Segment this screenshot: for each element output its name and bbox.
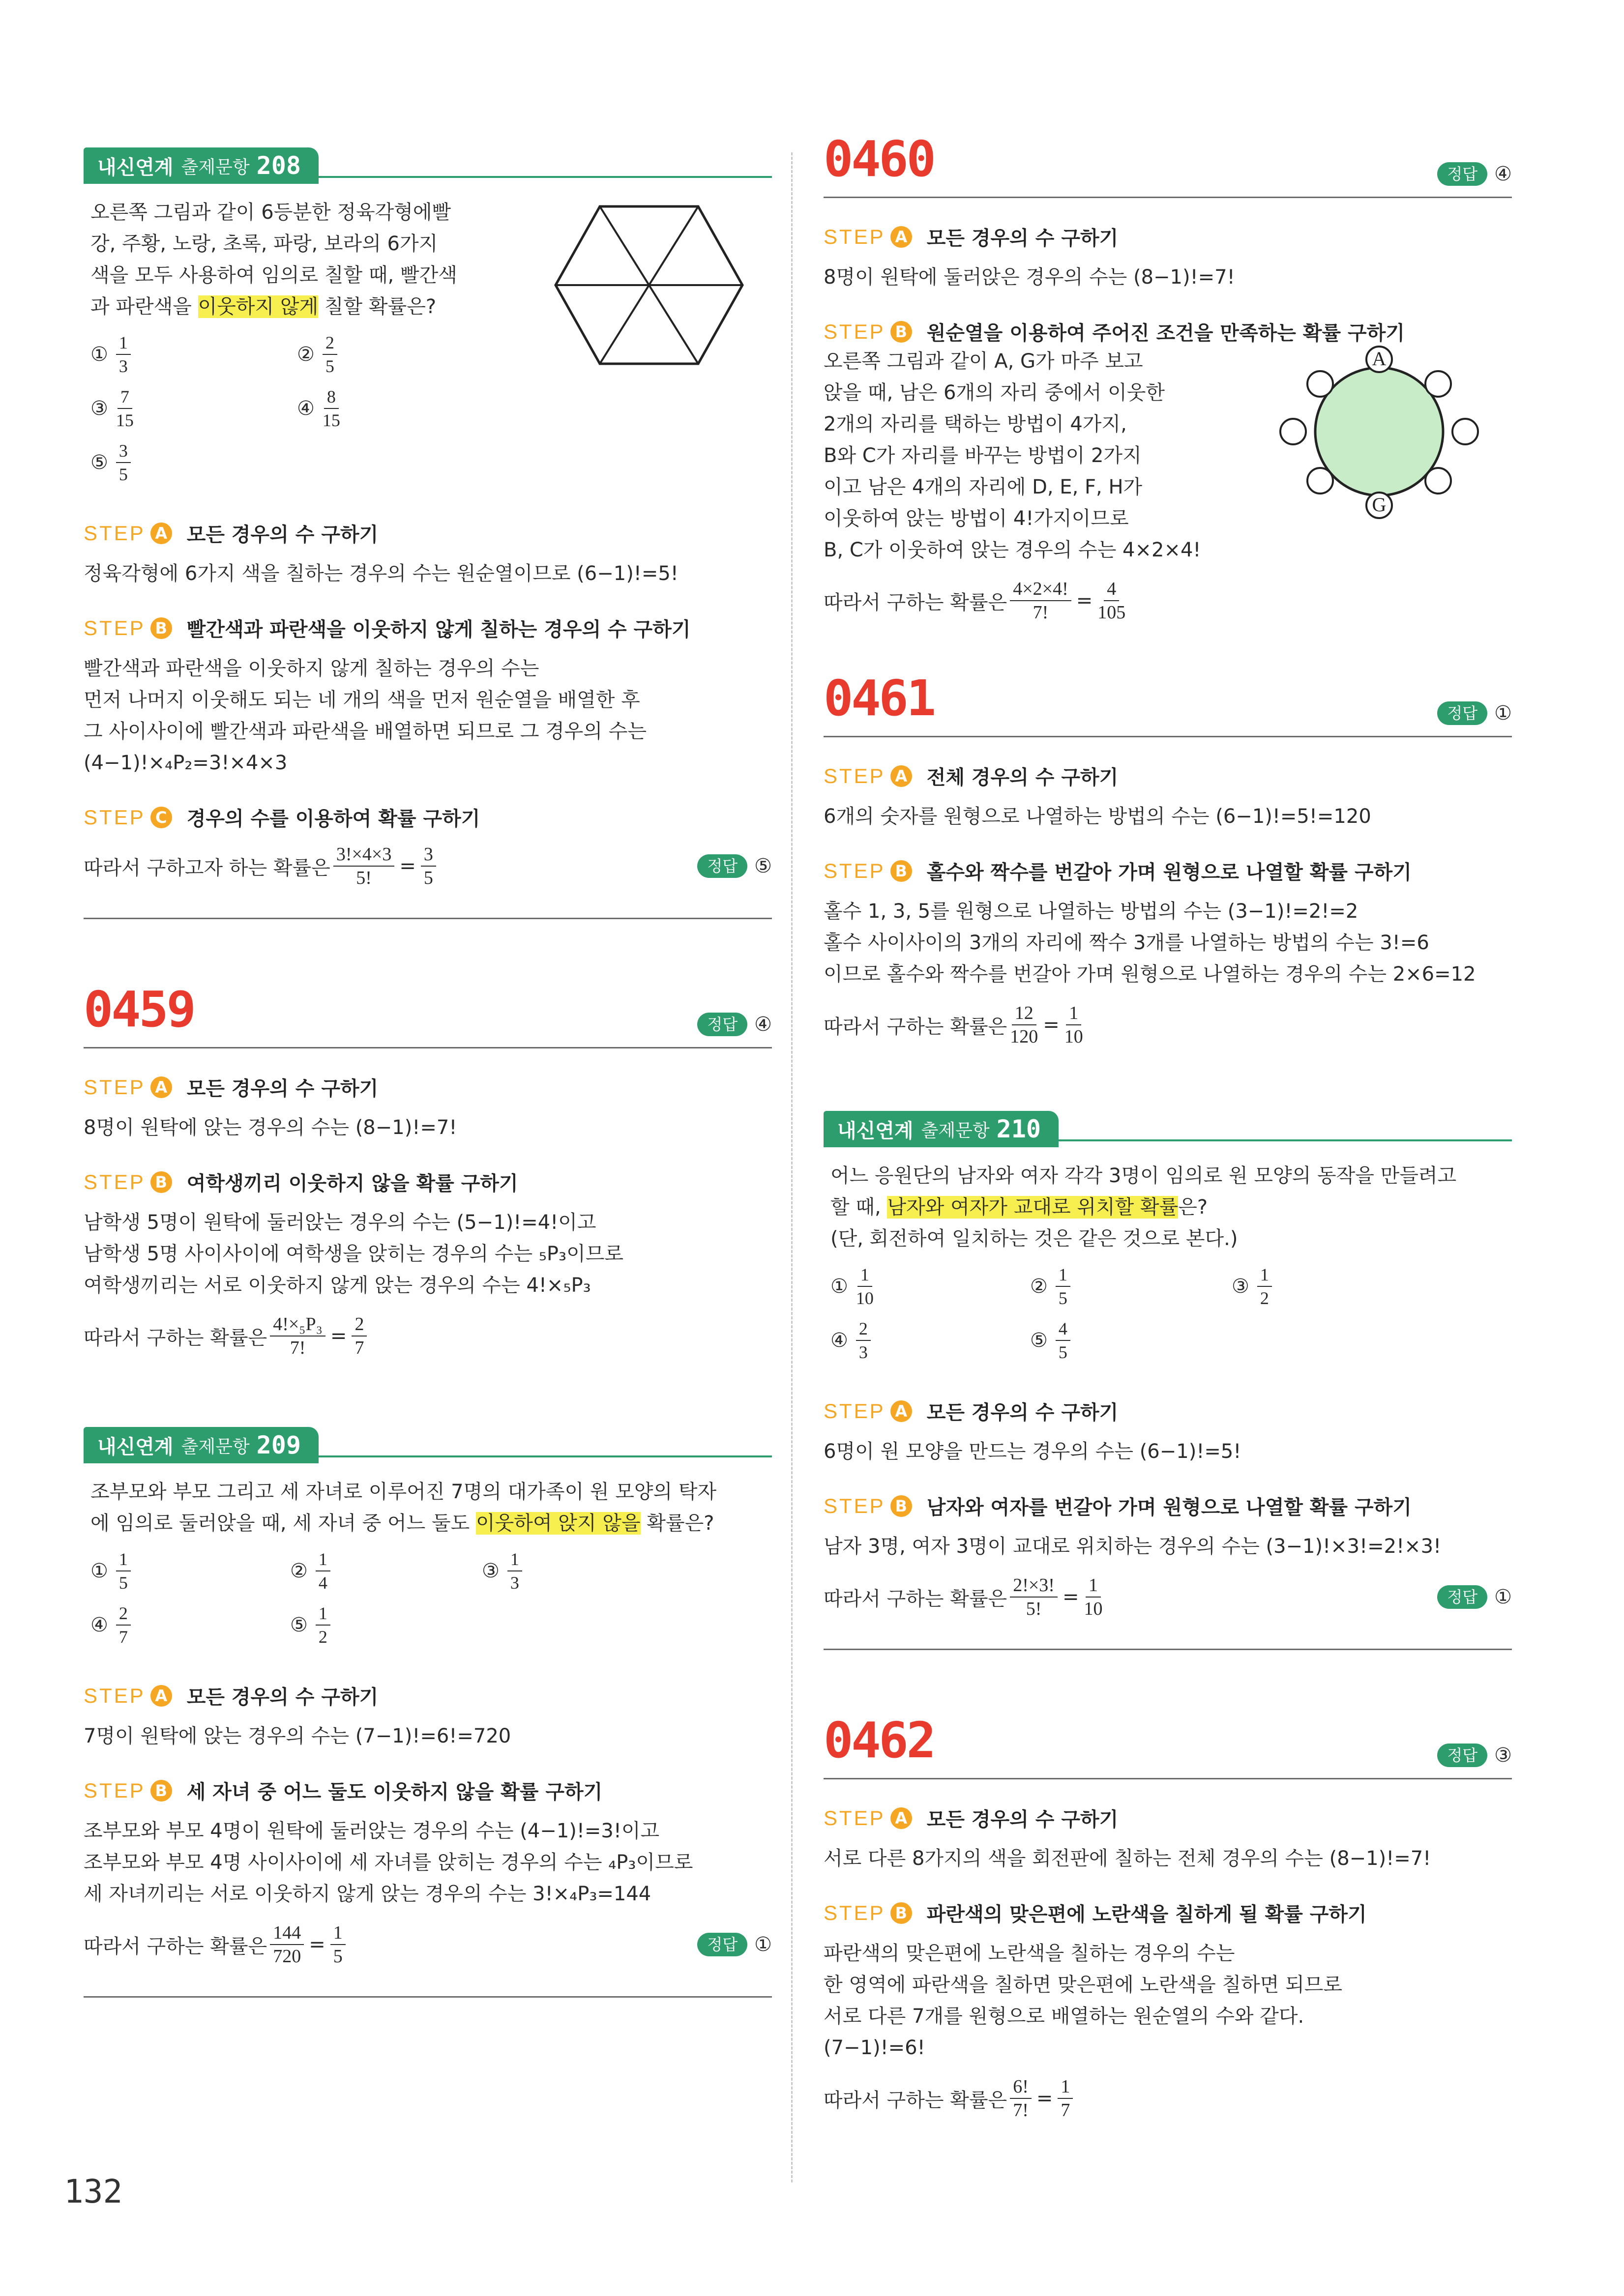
solution-text: 오른쪽 그림과 같이 A, G가 마주 보고 앉을 때, 남은 6개의 자리 중에서 이웃한 2개의 자리를 택하는 방법이 4가지, B와 C가 자리를 바꾸는 방법이 2가지 이고 남은 4개의 자리에 D, E, F, H가 이웃하여 앉는 방법이 4!가지이므로 B, C가 이웃하여 앉는 경우의 수는 4×2×4! <box>824 350 1201 561</box>
step-a: STEP A 모든 경우의 수 구하기 <box>84 1682 772 1710</box>
choices <box>84 1549 772 1657</box>
step-title: 여학생끼리 이웃하지 않을 확률 구하기 <box>186 1172 518 1195</box>
step-b: STEP B 홀수와 짝수를 번갈아 가며 원형으로 나열할 확률 구하기 <box>824 857 1512 885</box>
fraction: $\frac{1}{10}$ <box>1064 1003 1083 1047</box>
solution-text: 6명이 원 모양을 만드는 경우의 수는 (6−1)!=5! <box>824 1440 1241 1463</box>
right-column <box>824 128 1512 2121</box>
choices <box>824 1264 1512 1372</box>
conclusion: 따라서 구하는 확률은 $\frac{2!\times 3!}{5!}$ = $\frac{1}{10}$ 정답 ① <box>824 1575 1512 1619</box>
step-a: STEP A 모든 경우의 수 구하기 <box>84 1073 772 1101</box>
problem-line: 색을 모두 사용하여 임의로 칠할 때, 빨간색 <box>90 264 457 287</box>
choice-3[interactable]: ③ $\frac{1}{2}$ <box>1232 1264 1275 1308</box>
fraction: $\frac{4\times 2\times 4!}{7!}$ <box>1010 579 1071 623</box>
answer-badge: 정답 <box>697 1013 747 1036</box>
highlight-text: 이웃하지 않게 <box>198 295 319 318</box>
problem-line: 과 파란색을 이웃하지 않게 칠할 확률은? <box>90 295 437 318</box>
solution-text: 8명이 원탁에 앉는 경우의 수는 (8−1)!=7! <box>84 1116 457 1139</box>
step-title: 모든 경우의 수 구하기 <box>186 1077 379 1100</box>
step-badge: B <box>890 860 912 882</box>
choice-4[interactable]: ④ $\frac{2}{3}$ <box>830 1318 874 1363</box>
choice-5[interactable]: ⑤ $\frac{1}{2}$ <box>290 1603 333 1647</box>
answer-badge: 정답 <box>1437 1744 1487 1767</box>
problem-line: 강, 주황, 노랑, 초록, 파랑, 보라의 6가지 <box>90 233 438 255</box>
problem-208 <box>84 147 772 924</box>
answer: 정답 ① <box>1437 701 1512 725</box>
conclusion: 따라서 구하는 확률은 $\frac{12}{120}$ = $\frac{1}{10}$ <box>824 1003 1083 1047</box>
step-title: 세 자녀 중 어느 둘도 이웃하지 않을 확률 구하기 <box>186 1781 603 1803</box>
step-badge: B <box>150 617 172 639</box>
problem-text: 조부모와 부모 그리고 세 자녀로 이루어진 7명의 대가족이 원 모양의 탁자 에 임의로 둘러앉을 때, 세 자녀 중 어느 둘도 이웃하여 앉지 않을 확률은? <box>90 1481 717 1535</box>
step-a: STEP A 모든 경우의 수 구하기 <box>824 1804 1512 1832</box>
problem-text: 어느 응원단의 남자와 여자 각각 3명이 임의로 원 모양의 동작을 만들려고 할 때, 남자와 여자가 교대로 위치할 확률은? (단, 회전하여 일치하는 것은 같은 것으로 본다.) <box>830 1164 1457 1250</box>
conclusion: 따라서 구하는 확률은 $\frac{4\times 2\times 4!}{7!}$ = $\frac{4}{105}$ <box>824 579 1126 623</box>
question-0462 <box>824 1709 1512 2121</box>
conclusion: 따라서 구하는 확률은 $\frac{6!}{7!}$ = $\frac{1}{7}$ <box>824 2076 1512 2121</box>
answer: 정답 ③ <box>1437 1744 1512 1767</box>
step-title: 홀수와 짝수를 번갈아 가며 원형으로 나열할 확률 구하기 <box>926 861 1412 884</box>
fraction: $\frac{1}{10}$ <box>1084 1575 1103 1619</box>
seat-label-bottom: G <box>1372 494 1387 516</box>
step-a: STEP A 모든 경우의 수 구하기 <box>824 1397 1512 1425</box>
step-a: STEP A 모든 경우의 수 구하기 <box>824 223 1512 251</box>
tag-number: 209 <box>256 1431 301 1459</box>
solution-text: 서로 다른 8가지의 색을 회전판에 칠하는 전체 경우의 수는 (8−1)!=7! <box>824 1847 1431 1870</box>
problem-tag <box>824 1111 1059 1147</box>
tag-title: 내신연계 <box>97 156 174 179</box>
tag-sub: 출제문항 <box>181 1436 250 1457</box>
choice-3[interactable]: ③ $\frac{1}{3}$ <box>482 1549 525 1593</box>
column-divider <box>791 152 793 2182</box>
step-b: STEP B 파란색의 맞은편에 노란색을 칠하게 될 확률 구하기 <box>824 1899 1512 1927</box>
fraction: $\frac{1}{7}$ <box>1058 2076 1073 2121</box>
choice-4[interactable]: ④ $\frac{2}{7}$ <box>90 1603 134 1647</box>
question-number: 0461 <box>824 669 934 727</box>
solution-text: 남자 3명, 여자 3명이 교대로 위치하는 경우의 수는 (3−1)!×3!=2!×3! <box>824 1535 1442 1558</box>
problem-209 <box>84 1427 772 2012</box>
conclusion: 따라서 구하고자 하는 확률은 $\frac{3!\times 4\times 3}{5!}$ = $\frac{3}{5}$ 정답 ⑤ <box>84 844 772 888</box>
answer: 정답 ① <box>1437 1585 1512 1609</box>
question-number: 0460 <box>824 130 934 188</box>
solution-text: 조부모와 부모 4명이 원탁에 둘러앉는 경우의 수는 (4−1)!=3!이고 조부모와 부모 4명 사이사이에 세 자녀를 앉히는 경우의 수는 ₄P₃이므로 세 자녀끼리는 서로 이웃하지 않게 앉는 경우의 수는 3!×₄P₃=144 <box>84 1820 693 1905</box>
step-b: STEP B 남자와 여자를 번갈아 가며 원형으로 나열할 확률 구하기 <box>824 1492 1512 1520</box>
answer-badge: 정답 <box>697 1933 747 1956</box>
step-badge: A <box>150 523 172 544</box>
problem-tag <box>84 1427 319 1463</box>
step-title: 모든 경우의 수 구하기 <box>926 1808 1119 1831</box>
step-a: STEP A 전체 경우의 수 구하기 <box>824 762 1512 790</box>
fraction: $\frac{144}{720}$ <box>270 1922 304 1967</box>
round-table-figure <box>1276 341 1482 523</box>
step-badge: B <box>890 321 912 343</box>
question-number: 0459 <box>84 981 194 1038</box>
question-0459 <box>84 978 772 1358</box>
question-number: 0462 <box>824 1712 934 1769</box>
step-b: STEP B 빨간색과 파란색을 이웃하지 않게 칠하는 경우의 수 구하기 <box>84 614 772 642</box>
section-end-line <box>84 918 772 919</box>
highlight-text: 남자와 여자가 교대로 위치할 확률 <box>887 1196 1179 1219</box>
tag-sub: 출제문항 <box>181 157 250 177</box>
answer: 정답 ④ <box>697 1013 772 1036</box>
solution-text: 파란색의 맞은편에 노란색을 칠하는 경우의 수는 한 영역에 파란색을 칠하면 맞은편에 노란색을 칠하면 되므로 서로 다른 7개를 원형으로 배열하는 원순열의 수와 같다. (7−1)!=6! <box>824 1942 1343 2059</box>
step-b: STEP B 원순열을 이용하여 주어진 조건을 만족하는 확률 구하기 <box>824 318 1512 346</box>
question-header <box>84 978 772 1048</box>
seat-label-top: A <box>1372 348 1387 370</box>
step-badge: C <box>150 807 172 828</box>
section-end-line <box>824 1649 1512 1650</box>
fraction: $\frac{4}{105}$ <box>1097 579 1126 623</box>
solution-text: 남학생 5명이 원탁에 둘러앉는 경우의 수는 (5−1)!=4!이고 남학생 5명 사이사이에 여학생을 앉히는 경우의 수는 ₅P₃이므로 여학생끼리는 서로 이웃하지 않게 앉는 경우의 수는 4!×₅P₃ <box>84 1211 624 1297</box>
step-badge: B <box>890 1495 912 1517</box>
step-b: STEP B 여학생끼리 이웃하지 않을 확률 구하기 <box>84 1168 772 1196</box>
choice-2[interactable]: ② $\frac{1}{4}$ <box>290 1549 333 1593</box>
choice-5[interactable]: ⑤ $\frac{4}{5}$ <box>1030 1318 1073 1363</box>
step-c: STEP C 경우의 수를 이용하여 확률 구하기 <box>84 803 772 831</box>
fraction: $\frac{12}{120}$ <box>1010 1003 1038 1047</box>
step-a: STEP A 모든 경우의 수 구하기 <box>84 519 772 547</box>
tag-sub: 출제문항 <box>921 1120 990 1141</box>
fraction: $\frac{3}{5}$ <box>421 844 436 888</box>
conclusion: 따라서 구하는 확률은 $\frac{\text{4!×₅P₃}}{7!}$ = $\frac{2}{7}$ <box>84 1314 772 1358</box>
answer: 정답 ④ <box>1437 162 1512 186</box>
solution-text: 8명이 원탁에 둘러앉은 경우의 수는 (8−1)!=7! <box>824 266 1235 289</box>
fraction: $\frac{6!}{7!}$ <box>1010 2076 1032 2121</box>
step-title: 모든 경우의 수 구하기 <box>926 1401 1119 1424</box>
question-header <box>824 128 1512 198</box>
question-header <box>824 667 1512 737</box>
choice-1[interactable]: ① $\frac{1}{5}$ <box>90 1549 134 1593</box>
solution-text: 홀수 1, 3, 5를 원형으로 나열하는 방법의 수는 (3−1)!=2!=2 홀수 사이사이의 3개의 자리에 짝수 3개를 나열하는 방법의 수는 3!=6 이므로 홀수와 짝수를 번갈아 가며 원형으로 나열하는 경우의 수는 2×6=12 <box>824 900 1476 986</box>
answer-badge: 정답 <box>1437 162 1487 186</box>
tag-title: 내신연계 <box>837 1119 914 1142</box>
choice-1[interactable]: ① $\frac{1}{10}$ <box>830 1265 874 1308</box>
step-badge: A <box>890 1400 912 1422</box>
step-title: 빨간색과 파란색을 이웃하지 않게 칠하는 경우의 수 구하기 <box>186 618 691 641</box>
question-0460 <box>824 128 1512 623</box>
step-title: 원순열을 이용하여 주어진 조건을 만족하는 확률 구하기 <box>926 322 1405 345</box>
left-column <box>84 147 772 2012</box>
question-0461 <box>824 667 1512 1047</box>
section-end-line <box>84 1996 772 1998</box>
answer: 정답 ⑤ <box>697 854 772 878</box>
fraction: $\frac{\text{4!×₅P₃}}{7!}$ <box>270 1314 325 1358</box>
choice-2[interactable]: ② $\frac{1}{5}$ <box>1030 1264 1073 1308</box>
choice-1[interactable]: ① $\frac{1}{3}$ <box>90 332 134 377</box>
tag-title: 내신연계 <box>97 1435 174 1458</box>
choice-2[interactable]: ② $\frac{2}{5}$ <box>297 332 340 377</box>
step-title: 모든 경우의 수 구하기 <box>186 1686 379 1709</box>
problem-line: 오른쪽 그림과 같이 6등분한 정육각형에빨 <box>90 201 451 224</box>
problem-tag <box>84 147 319 184</box>
choice-5[interactable]: ⑤ $\frac{3}{5}$ <box>90 440 134 485</box>
choice-3[interactable]: ③ $\frac{7}{15}$ <box>90 387 134 430</box>
step-title: 남자와 여자를 번갈아 가며 원형으로 나열할 확률 구하기 <box>926 1496 1412 1519</box>
step-badge: A <box>150 1076 172 1098</box>
tag-number: 208 <box>256 151 301 180</box>
step-title: 파란색의 맞은편에 노란색을 칠하게 될 확률 구하기 <box>926 1903 1367 1926</box>
step-badge: B <box>150 1171 172 1193</box>
choice-4[interactable]: ④ $\frac{8}{15}$ <box>297 387 340 430</box>
step-badge: B <box>890 1902 912 1924</box>
conclusion: 따라서 구하는 확률은 $\frac{144}{720}$ = $\frac{1}{5}$ 정답 ① <box>84 1922 772 1967</box>
step-badge: A <box>890 226 912 248</box>
problem-210 <box>824 1111 1512 1665</box>
step-title: 전체 경우의 수 구하기 <box>926 766 1119 789</box>
page-number: 132 <box>64 2173 123 2210</box>
solution-text: 7명이 원탁에 앉는 경우의 수는 (7−1)!=6!=720 <box>84 1725 511 1747</box>
step-title: 모든 경우의 수 구하기 <box>926 227 1119 250</box>
step-b: STEP B 세 자녀 중 어느 둘도 이웃하지 않을 확률 구하기 <box>84 1776 772 1804</box>
choices <box>84 332 772 494</box>
fraction: $\frac{1}{5}$ <box>330 1922 346 1967</box>
fraction: $\frac{2!\times 3!}{5!}$ <box>1010 1575 1058 1619</box>
answer-badge: 정답 <box>697 854 747 878</box>
answer-badge: 정답 <box>1437 1585 1487 1609</box>
fraction: $\frac{2}{7}$ <box>352 1314 367 1358</box>
solution-text: 정육각형에 6가지 색을 칠하는 경우의 수는 원순열이므로 (6−1)!=5! <box>84 562 679 585</box>
answer: 정답 ① <box>697 1933 772 1956</box>
step-badge: A <box>150 1685 172 1707</box>
highlight-text: 이웃하여 앉지 않을 <box>476 1512 641 1535</box>
step-title: 경우의 수를 이용하여 확률 구하기 <box>186 808 480 830</box>
step-badge: A <box>890 765 912 787</box>
solution-text: 6개의 숫자를 원형으로 나열하는 방법의 수는 (6−1)!=5!=120 <box>824 805 1371 828</box>
solution-text: 빨간색과 파란색을 이웃하지 않게 칠하는 경우의 수는 먼저 나머지 이웃해도 되는 네 개의 색을 먼저 원순열을 배열한 후 그 사이사이에 빨간색과 파란색을 배열하면 되므로 그 경우의 수는 (4−1)!×₄P₂=3!×4×3 <box>84 657 647 774</box>
step-badge: B <box>150 1780 172 1802</box>
fraction: $\frac{3!\times 4\times 3}{5!}$ <box>333 844 395 888</box>
question-header <box>824 1709 1512 1779</box>
answer-badge: 정답 <box>1437 701 1487 725</box>
tag-number: 210 <box>996 1115 1041 1143</box>
step-badge: A <box>890 1807 912 1829</box>
step-title: 모든 경우의 수 구하기 <box>186 523 379 546</box>
